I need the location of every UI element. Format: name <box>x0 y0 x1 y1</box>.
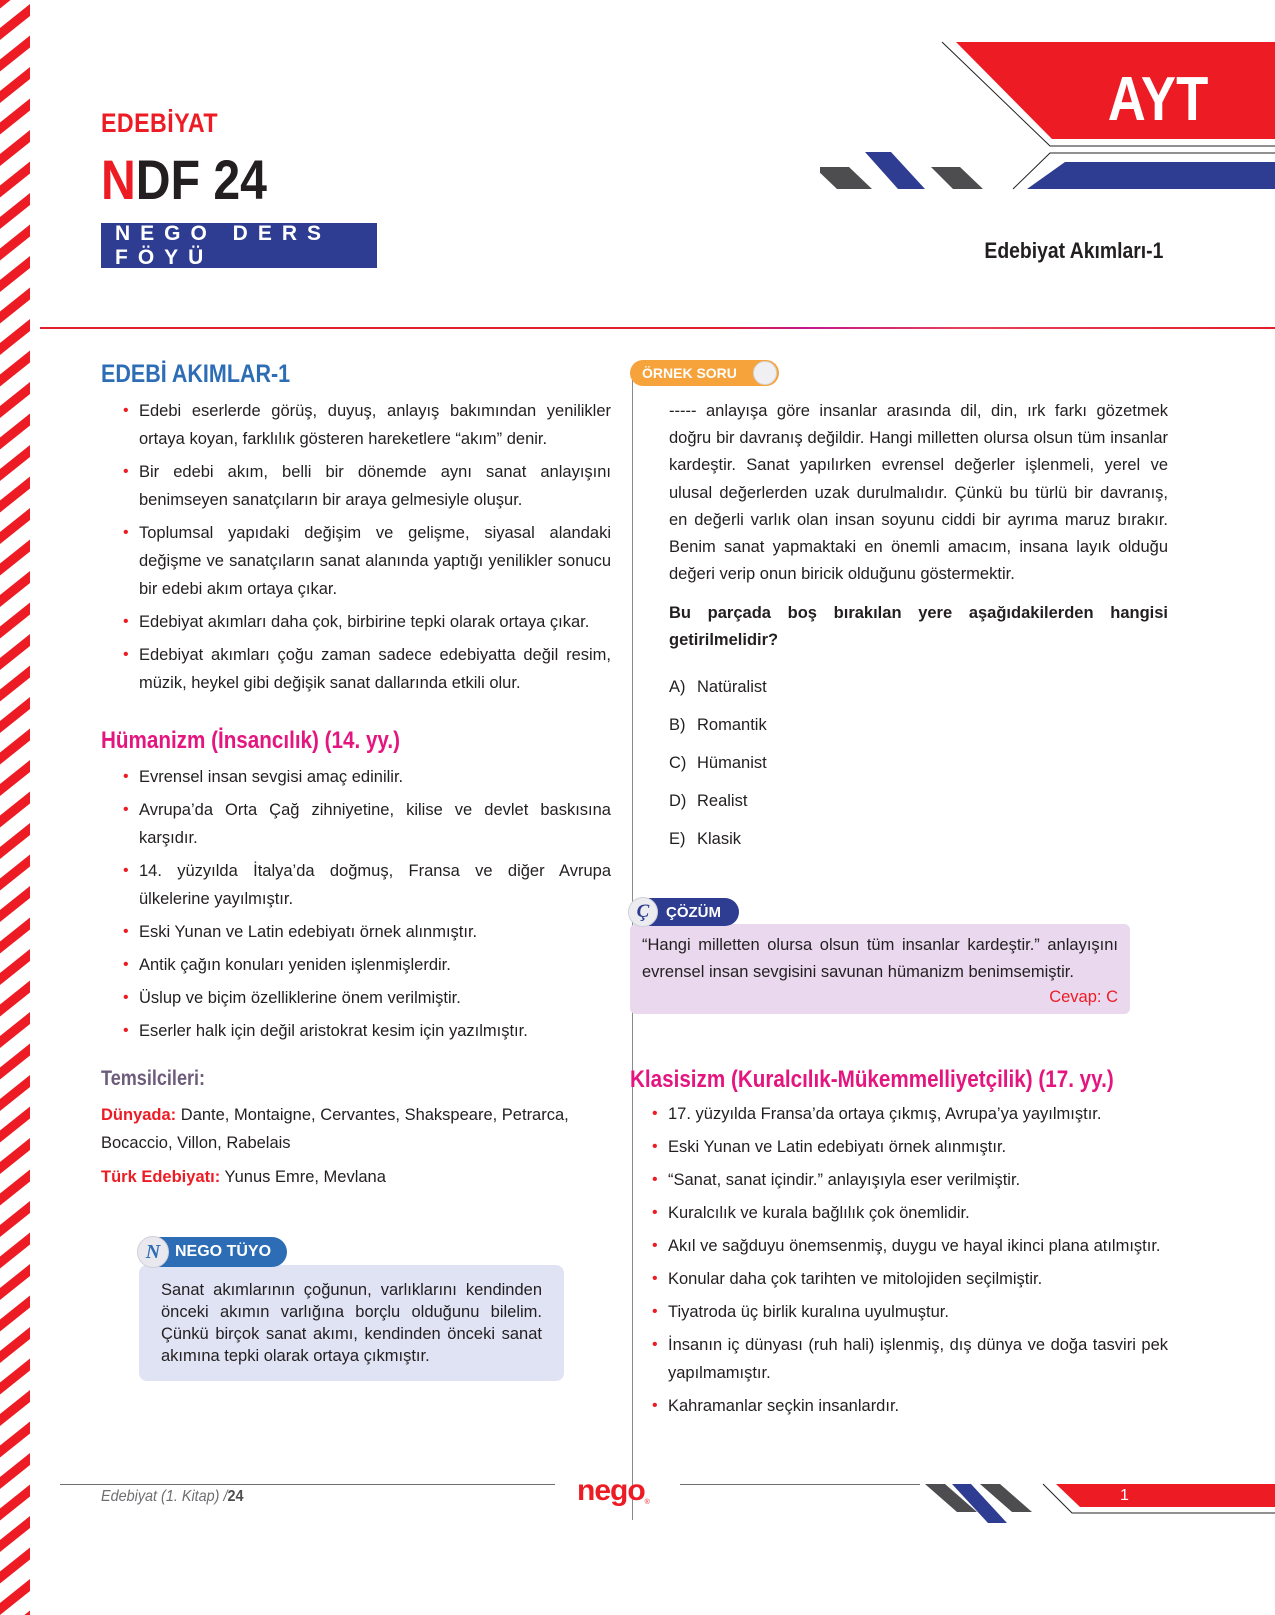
exam-label: AYT <box>1107 65 1209 135</box>
deco-slash-gray <box>931 167 983 189</box>
list-item-text: Akıl ve sağduyu önemsenmiş, duygu ve hayal ikinci plana atılmıştır. <box>668 1237 1161 1256</box>
answer-option[interactable] <box>669 706 1168 744</box>
bullet-icon: • <box>123 768 129 785</box>
footer-rule-left <box>60 1484 555 1485</box>
bullet-icon: • <box>652 1237 658 1255</box>
footer-book-reference <box>101 1488 243 1506</box>
representatives-heading: Temsilcileri: <box>101 1067 206 1090</box>
list-item <box>101 857 611 913</box>
tip-label <box>139 1237 287 1267</box>
list-item-text: Konular daha çok tarihten ve mitolojiden seçilmiştir. <box>668 1270 1043 1289</box>
bullet-icon: • <box>123 862 129 879</box>
option-key: C) <box>669 754 687 773</box>
representatives-world-names: Dante, Montaigne, Cervantes, Shakspeare, Petrarca, Bocaccio, Villon, Rabelais <box>101 1106 569 1152</box>
list-item <box>101 458 611 514</box>
list-item-text: Eski Yunan ve Latin edebiyatı örnek alınmıştır. <box>668 1138 1007 1157</box>
registered-mark-icon: ® <box>644 1499 650 1506</box>
list-item <box>630 1100 1168 1128</box>
representatives-turkish-names: Yunus Emre, Mevlana <box>224 1168 386 1186</box>
document-code-rest: DF 24 <box>135 148 267 211</box>
document-code-initial: N <box>101 148 136 211</box>
representatives-turkish-label: Türk Edebiyatı: <box>101 1168 221 1186</box>
list-item <box>630 1331 1168 1387</box>
list-item-text: Avrupa’da Orta Çağ zihniyetine, kilise ve devlet baskısına karşıdır. <box>139 801 611 847</box>
list-item <box>630 1166 1168 1194</box>
answer-options <box>669 668 1168 858</box>
bullet-icon: • <box>123 402 129 419</box>
tip-text: Sanat akımlarının çoğunun, varlıklarını kendinden önceki akımın varlığına borçlu olduğunu bilelim. Çünkü birçok sanat akımı, kendinden önceki sanat akımına tepki olarak ortaya çıkmıştır. <box>139 1265 564 1381</box>
solution-label <box>630 898 739 926</box>
option-key: B) <box>669 716 686 735</box>
bullet-icon: • <box>123 613 129 630</box>
decorative-stripe-border <box>0 0 34 1615</box>
bullet-icon: • <box>652 1171 658 1189</box>
bullet-list <box>101 763 611 1045</box>
list-item-text: Edebiyat akımları daha çok, birbirine tepki olarak ortaya çıkar. <box>139 613 590 631</box>
list-item <box>101 608 611 636</box>
list-item <box>630 1265 1168 1293</box>
bullet-icon: • <box>652 1336 658 1354</box>
solution-box <box>630 924 1130 1014</box>
option-text: Romantik <box>697 716 767 735</box>
series-label: NEGO DERS FÖYÜ <box>101 223 377 268</box>
bullet-icon: • <box>652 1204 658 1222</box>
nego-logo-text: nego <box>577 1474 645 1507</box>
list-item-text: Tiyatroda üç birlik kuralına uyulmuştur. <box>668 1303 949 1322</box>
option-key: A) <box>669 678 686 697</box>
nego-n-icon: N <box>137 1236 169 1268</box>
deco-slash-blue <box>865 152 925 189</box>
answer-option[interactable] <box>669 744 1168 782</box>
solution-c-icon: Ç <box>628 897 658 927</box>
bullet-list <box>101 397 611 697</box>
list-item-text: Edebiyat akımları çoğu zaman sadece edebiyatta değil resim, müzik, heykel gibi değişik sanat dallarında etkili olur. <box>139 646 611 692</box>
list-item-text: Edebi eserlerde görüş, duyuş, anlayış bakımından yenilikler ortaya koyan, farklılık gösteren hareketlere “akım” denir. <box>139 402 611 448</box>
list-item-text: Üslup ve biçim özelliklerine önem verilmiştir. <box>139 989 461 1007</box>
bullet-list <box>630 1100 1168 1420</box>
footer-rule-right <box>680 1484 920 1485</box>
solution-label-text: ÇÖZÜM <box>666 903 721 921</box>
representatives-turkish <box>101 1163 611 1191</box>
representatives-world-label: Dünyada: <box>101 1106 177 1124</box>
list-item <box>101 763 611 791</box>
bullet-icon: • <box>123 1022 129 1039</box>
subject-title: EDEBİYAT <box>101 108 219 138</box>
list-item <box>101 397 611 453</box>
banner-blue-shape <box>1027 162 1275 189</box>
solution-answer: Cevap: C <box>1049 988 1118 1007</box>
footer-book-title: Edebiyat (1. Kitap) / <box>101 1488 228 1505</box>
document-code <box>101 148 267 211</box>
list-item-text: Antik çağın konuları yeniden işlenmişlerdir. <box>139 956 451 974</box>
list-item-text: Kuralcılık ve kurala bağlılık çok önemlidir. <box>668 1204 970 1223</box>
option-key: E) <box>669 830 686 849</box>
list-item-text: 14. yüzyılda İtalya’da doğmuş, Fransa ve diğer Avrupa ülkelerine yayılmıştır. <box>139 862 611 908</box>
list-item-text: 17. yüzyılda Fransa’da ortaya çıkmış, Avrupa’ya yayılmıştır. <box>668 1105 1102 1124</box>
toggle-knob-icon <box>753 361 777 385</box>
example-passage: ----- anlayışa göre insanlar arasında dil, din, ırk farkı gözetmek doğru bir davranış değildir. Hangi milletten olursa olsun tüm insanlar kardeştir. Sanat yapılırken evrensel değerler işlenmeli, yerel ve ulusal değerlerden uzak durulmalıdır. Çünkü bu türlü bir davranış, en değerli varlık olan insan soyunu ciddi bir ayrıma maruz bırakır. Benim sanat yapmaktaki en önemli amacım, insana layık olduğu değeri verip onun biricik olduğunu göstermektir. <box>669 402 1168 584</box>
answer-option[interactable] <box>669 782 1168 820</box>
solution-text: “Hangi milletten olursa olsun tüm insanlar kardeştir.” anlayışını evrensel insan sevgisini savunan hümanizm benimsemiştir. <box>642 936 1118 982</box>
example-question-label <box>630 360 779 386</box>
bullet-icon: • <box>123 801 129 818</box>
representatives-world <box>101 1101 611 1157</box>
left-column <box>101 360 611 1381</box>
list-item-text: Evrensel insan sevgisi amaç edinilir. <box>139 768 404 786</box>
list-item <box>630 1392 1168 1420</box>
example-question-label-text: ÖRNEK SORU <box>642 365 737 381</box>
list-item <box>630 1133 1168 1161</box>
option-text: Hümanist <box>697 754 767 773</box>
bullet-icon: • <box>123 923 129 940</box>
list-item <box>101 918 611 946</box>
tip-label-text: NEGO TÜYO <box>175 1243 272 1260</box>
tip-box <box>139 1237 564 1381</box>
section-heading: Hümanizm (İnsancılık) (14. yy.) <box>101 727 400 754</box>
list-item <box>101 796 611 852</box>
list-item-text: Eserler halk için değil aristokrat kesim için yazılmıştır. <box>139 1022 528 1040</box>
bullet-icon: • <box>123 646 129 663</box>
bullet-icon: • <box>123 956 129 973</box>
banner-red-shape <box>1056 1484 1275 1507</box>
bullet-icon: • <box>123 463 129 480</box>
header-divider <box>40 327 1275 329</box>
right-column <box>630 360 1168 1425</box>
list-item <box>630 1298 1168 1326</box>
list-item <box>101 951 611 979</box>
bullet-icon: • <box>652 1397 658 1415</box>
bullet-icon: • <box>652 1138 658 1156</box>
bullet-icon: • <box>123 524 129 541</box>
list-item-text: Bir edebi akım, belli bir dönemde aynı sanat anlayışını benimseyen sanatçıların bir araya gelmesiyle oluşur. <box>139 463 611 509</box>
bullet-icon: • <box>652 1270 658 1288</box>
bullet-icon: • <box>123 989 129 1006</box>
footer-page-banner <box>925 1483 1275 1523</box>
bullet-icon: • <box>652 1303 658 1321</box>
list-item <box>630 1232 1168 1260</box>
list-item <box>101 984 611 1012</box>
page-number: 1 <box>1120 1487 1129 1504</box>
list-item-text: İnsanın iç dünyası (ruh hali) işlenmiş, dış dünya ve doğa tasviri pek yapılmamıştır. <box>668 1336 1168 1383</box>
answer-option[interactable] <box>669 668 1168 706</box>
nego-logo <box>577 1470 650 1506</box>
list-item-text: “Sanat, sanat içindir.” anlayışıyla eser verilmiştir. <box>668 1171 1021 1190</box>
list-item <box>101 641 611 697</box>
list-item-text: Kahramanlar seçkin insanlardır. <box>668 1397 900 1416</box>
answer-option[interactable] <box>669 820 1168 858</box>
option-text: Klasik <box>697 830 742 849</box>
section-heading: EDEBİ AKIMLAR-1 <box>101 360 291 388</box>
list-item <box>630 1199 1168 1227</box>
option-text: Realist <box>697 792 748 811</box>
list-item <box>101 519 611 603</box>
deco-slash-gray <box>820 167 872 189</box>
bullet-icon: • <box>652 1105 658 1123</box>
section-heading: Klasisizm (Kuralcılık-Mükemmelliyetçilik) (17. yy.) <box>630 1066 1114 1094</box>
footer-book-page: 24 <box>227 1488 244 1505</box>
example-question: Bu parçada boş bırakılan yere aşağıdakilerden hangisi getirilmelidir? <box>669 604 1168 650</box>
topic-title: Edebiyat Akımları-1 <box>984 238 1163 263</box>
option-key: D) <box>669 792 687 811</box>
list-item <box>101 1017 611 1045</box>
list-item-text: Toplumsal yapıdaki değişim ve gelişme, siyasal alandaki değişme ve sanatçıların sanat alanında yaptığı yenilikler sonucu bir edebi akım ortaya çıkar. <box>139 524 611 598</box>
list-item-text: Eski Yunan ve Latin edebiyatı örnek alınmıştır. <box>139 923 478 941</box>
exam-banner <box>820 40 1275 200</box>
option-text: Natüralist <box>697 678 767 697</box>
